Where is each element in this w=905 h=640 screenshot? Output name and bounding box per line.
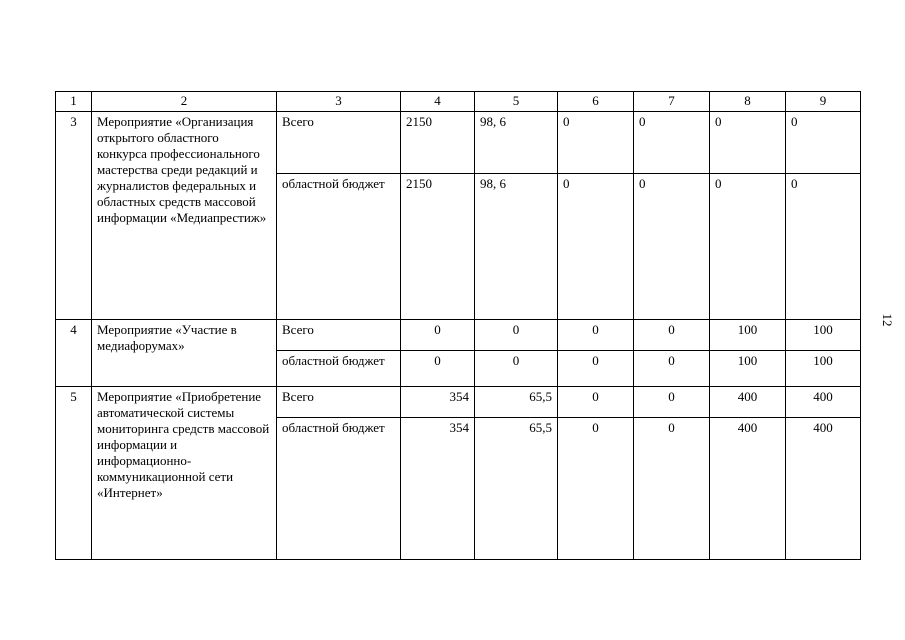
value-cell: 2150 [401, 174, 475, 320]
value-cell: 0 [558, 351, 634, 387]
row-number: 3 [56, 112, 92, 320]
value-cell: 0 [558, 387, 634, 418]
value-cell: 98, 6 [475, 112, 558, 174]
funding-source: Всего [277, 112, 401, 174]
value-cell: 100 [786, 351, 861, 387]
value-cell: 65,5 [475, 387, 558, 418]
funding-source: областной бюджет [277, 418, 401, 560]
value-cell: 100 [786, 320, 861, 351]
value-cell: 0 [558, 418, 634, 560]
value-cell: 0 [558, 112, 634, 174]
header-cell: 2 [92, 92, 277, 112]
value-cell: 0 [786, 112, 861, 174]
value-cell: 0 [634, 112, 710, 174]
value-cell: 0 [634, 418, 710, 560]
value-cell: 0 [475, 351, 558, 387]
value-cell: 0 [786, 174, 861, 320]
value-cell: 354 [401, 387, 475, 418]
funding-source: областной бюджет [277, 351, 401, 387]
event-name: Мероприятие «Участие в медиафорумах» [92, 320, 277, 387]
header-cell: 3 [277, 92, 401, 112]
table-row [56, 387, 861, 418]
event-name: Мероприятие «Приобретение автоматической системы мониторинга средств массовой информации и информационно-коммуникационной сети «Интернет» [92, 387, 277, 560]
header-cell: 6 [558, 92, 634, 112]
value-cell: 400 [786, 387, 861, 418]
value-cell: 100 [710, 320, 786, 351]
header-cell: 9 [786, 92, 861, 112]
row-number: 5 [56, 387, 92, 560]
header-cell: 5 [475, 92, 558, 112]
event-name: Мероприятие «Организация открытого областного конкурса профессионального мастерства среди редакций и журналистов федеральных и областных средств массовой информации «Медиапрестиж» [92, 112, 277, 320]
value-cell: 400 [786, 418, 861, 560]
value-cell: 0 [634, 351, 710, 387]
table-row [56, 112, 861, 174]
value-cell: 2150 [401, 112, 475, 174]
value-cell: 0 [710, 112, 786, 174]
value-cell: 0 [634, 320, 710, 351]
row-number: 4 [56, 320, 92, 387]
budget-table [55, 91, 861, 560]
value-cell: 400 [710, 418, 786, 560]
value-cell: 400 [710, 387, 786, 418]
header-cell: 1 [56, 92, 92, 112]
header-cell: 8 [710, 92, 786, 112]
value-cell: 100 [710, 351, 786, 387]
header-cell: 7 [634, 92, 710, 112]
value-cell: 354 [401, 418, 475, 560]
value-cell: 0 [401, 351, 475, 387]
value-cell: 0 [634, 387, 710, 418]
value-cell: 0 [558, 320, 634, 351]
value-cell: 0 [558, 174, 634, 320]
funding-source: областной бюджет [277, 174, 401, 320]
header-cell: 4 [401, 92, 475, 112]
header-row [56, 92, 861, 112]
page-number: 12 [880, 313, 895, 327]
value-cell: 0 [401, 320, 475, 351]
value-cell: 0 [710, 174, 786, 320]
table-row [56, 320, 861, 351]
value-cell: 98, 6 [475, 174, 558, 320]
value-cell: 65,5 [475, 418, 558, 560]
funding-source: Всего [277, 387, 401, 418]
funding-source: Всего [277, 320, 401, 351]
value-cell: 0 [634, 174, 710, 320]
value-cell: 0 [475, 320, 558, 351]
